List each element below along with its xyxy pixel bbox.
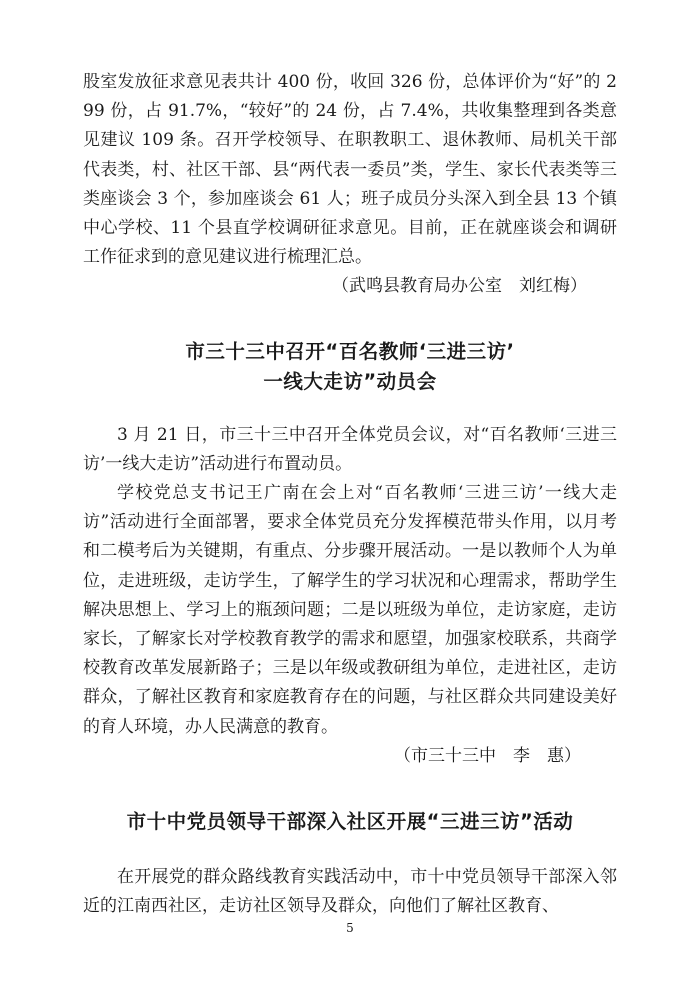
section2-title: [83, 337, 617, 397]
section2-title-line2: 一线大走访”动员会: [263, 369, 437, 393]
section3-title: 市十中党员领导干部深入社区开展“三进三访”活动: [126, 810, 574, 834]
section1-body: 股室发放征求意见表共计 400 份，收回 326 份，总体评价为“好”的 299 份，占 91.7%，“较好”的 24 份，占 7.4%，共收集整理到各类意见建议 109 条。召开学校领导、在职教职工、退休教师、局机关干部代表类，村、社区干部、县“两代表一委员”类，学生、家长代表类等三类座谈会 3 个，参加座谈会 61 人；班子成员分头深入到全县 13 个镇中心学校、11 个县直学校调研征求意见。目前，正在就座谈会和调研工作征求到的意见建议进行梳理汇总。: [83, 72, 617, 268]
section2-para2: 学校党总支书记王广南在会上对“百名教师‘三进三访’一线大走访”活动进行全面部署，要求全体党员充分发挥模范带头作用，以月考和二模考后为关键期，有重点、分步骤开展活动。一是以教师个人为单位，走进班级，走访学生，了解学生的学习状况和心理需求，帮助学生解决思想上、学习上的瓶颈问题；二是以班级为单位，走访家庭，走访家长，了解家长对学校教育教学的需求和愿望，加强家校联系，共商学校教育改革发展新路子；三是以年级或教研组为单位，走进社区，走访群众，了解社区教育和家庭教育存在的问题，与社区群众共同建设美好的育人环境，办人民满意的教育。: [83, 483, 617, 737]
section2-para1: 3 月 21 日，市三十三中召开全体党员会议，对“百名教师‘三进三访’一线大走访”活动进行布置动员。: [83, 424, 617, 474]
section3-para1: 在开展党的群众路线教育实践活动中，市十中党员领导干部深入邻近的江南西社区，走访社区领导及群众，向他们了解社区教育、: [83, 867, 617, 917]
section2-signature: （市三十三中 李 惠）: [394, 745, 581, 766]
section2-title-line1: 市三十三中召开“百名教师‘三进三访’: [185, 339, 515, 363]
page-content: [83, 68, 617, 921]
section1-signature: （武鸣县教育局办公室 刘红梅）: [332, 276, 587, 297]
page-number: 5: [346, 921, 354, 935]
